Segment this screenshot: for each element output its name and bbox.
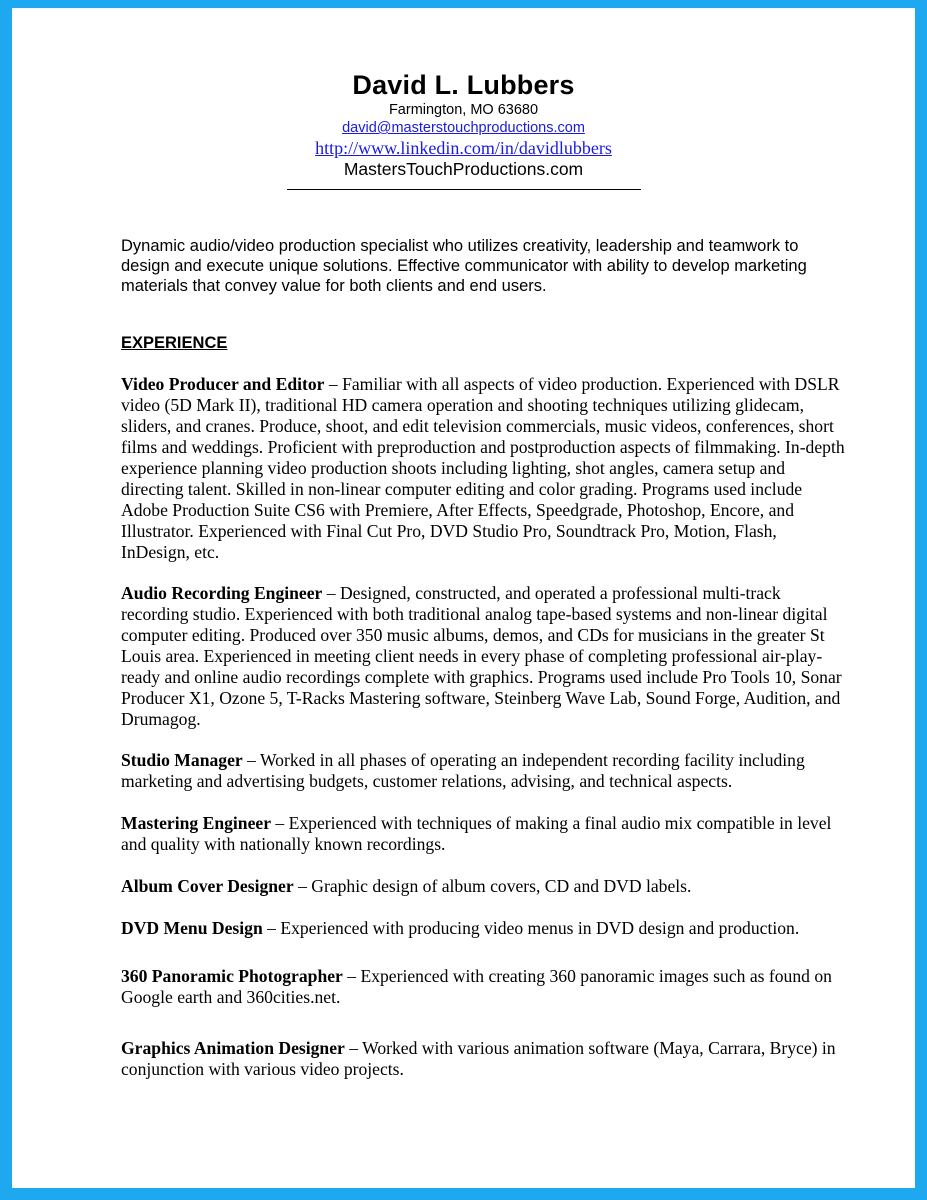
entry-title: Album Cover Designer <box>121 876 294 896</box>
entry-title: Graphics Animation Designer <box>121 1038 345 1058</box>
entry-description: – Designed, constructed, and operated a professional multi-track recording studio. Experienced with both traditional analog tape-based systems and non-linear digital computer editing. Produced over 350 music albums, demos, and CDs for musicians in the greater St Louis area. Experienced in meeting client needs in every phase of completing professional air-play-ready and online audio recordings complete with graphics. Programs used include Pro Tools 10, Sonar Producer X1, Ozone 5, T-Racks Mastering software, Steinberg Wave Lab, Sound Forge, Audition, and Drumagog. <box>121 583 842 729</box>
experience-entry-album-cover <box>121 876 846 897</box>
entry-title: Video Producer and Editor <box>121 374 325 394</box>
experience-entry-dvd-menu <box>121 918 846 939</box>
website: MastersTouchProductions.com <box>343 159 584 179</box>
candidate-name: David L. Lubbers <box>352 70 575 100</box>
experience-entry-mastering <box>121 813 846 855</box>
email-link[interactable]: david@masterstouchproductions.com <box>342 120 585 136</box>
entry-title: Studio Manager <box>121 750 243 770</box>
resume-header <box>12 68 915 190</box>
linkedin-line <box>12 137 915 159</box>
location: Farmington, MO 63680 <box>388 102 539 118</box>
header-divider <box>287 189 641 190</box>
experience-entry-animation <box>121 1038 846 1080</box>
entry-title: DVD Menu Design <box>121 918 263 938</box>
summary-paragraph: Dynamic audio/video production specialist who utilizes creativity, leadership and teamwork to design and execute unique solutions. Effective communicator with ability to develop marketing materials that convey value for both clients and end users. <box>121 237 807 295</box>
experience-entry-panoramic <box>121 966 846 1008</box>
experience-entry-audio-recording <box>121 583 846 730</box>
entry-title: 360 Panoramic Photographer <box>121 966 343 986</box>
linkedin-link[interactable]: http://www.linkedin.com/in/davidlubbers <box>315 138 612 158</box>
experience-entry-video-producer <box>121 374 846 563</box>
entry-description: – Familiar with all aspects of video production. Experienced with DSLR video (5D Mark II), traditional HD camera operation and shooting techniques utilizing glidecam, sliders, and cranes. Produce, shoot, and edit television commercials, music videos, conferences, short films and weddings. Proficient with preproduction and postproduction aspects of filmmaking. In-depth experience planning video production shoots including lighting, shot angles, camera setup and directing talent. Skilled in non-linear computer editing and color grading. Programs used include Adobe Production Suite CS6 with Premiere, After Effects, Speedgrade, Photoshop, Encore, and Illustrator. Experienced with Final Cut Pro, DVD Studio Pro, Soundtrack Pro, Motion, Flash, InDesign, etc. <box>121 374 845 562</box>
entry-description: – Experienced with creating 360 panoramic images such as found on Google earth and 360cities.net. <box>121 966 832 1007</box>
email-line <box>12 119 915 137</box>
entry-title: Audio Recording Engineer <box>121 583 323 603</box>
entry-description: – Worked in all phases of operating an independent recording facility including marketing and advertising budgets, customer relations, advising, and technical aspects. <box>121 750 805 791</box>
experience-entry-studio-manager <box>121 750 846 792</box>
entry-description: – Graphic design of album covers, CD and DVD labels. <box>293 876 692 896</box>
experience-heading: EXPERIENCE <box>121 334 228 352</box>
entry-description: – Experienced with producing video menus in DVD design and production. <box>262 918 800 938</box>
entry-title: Mastering Engineer <box>121 813 272 833</box>
entry-description: – Worked with various animation software (Maya, Carrara, Bryce) in conjunction with various video projects. <box>121 1038 836 1079</box>
entry-description: – Experienced with techniques of making a final audio mix compatible in level and quality with nationally known recordings. <box>121 813 832 854</box>
